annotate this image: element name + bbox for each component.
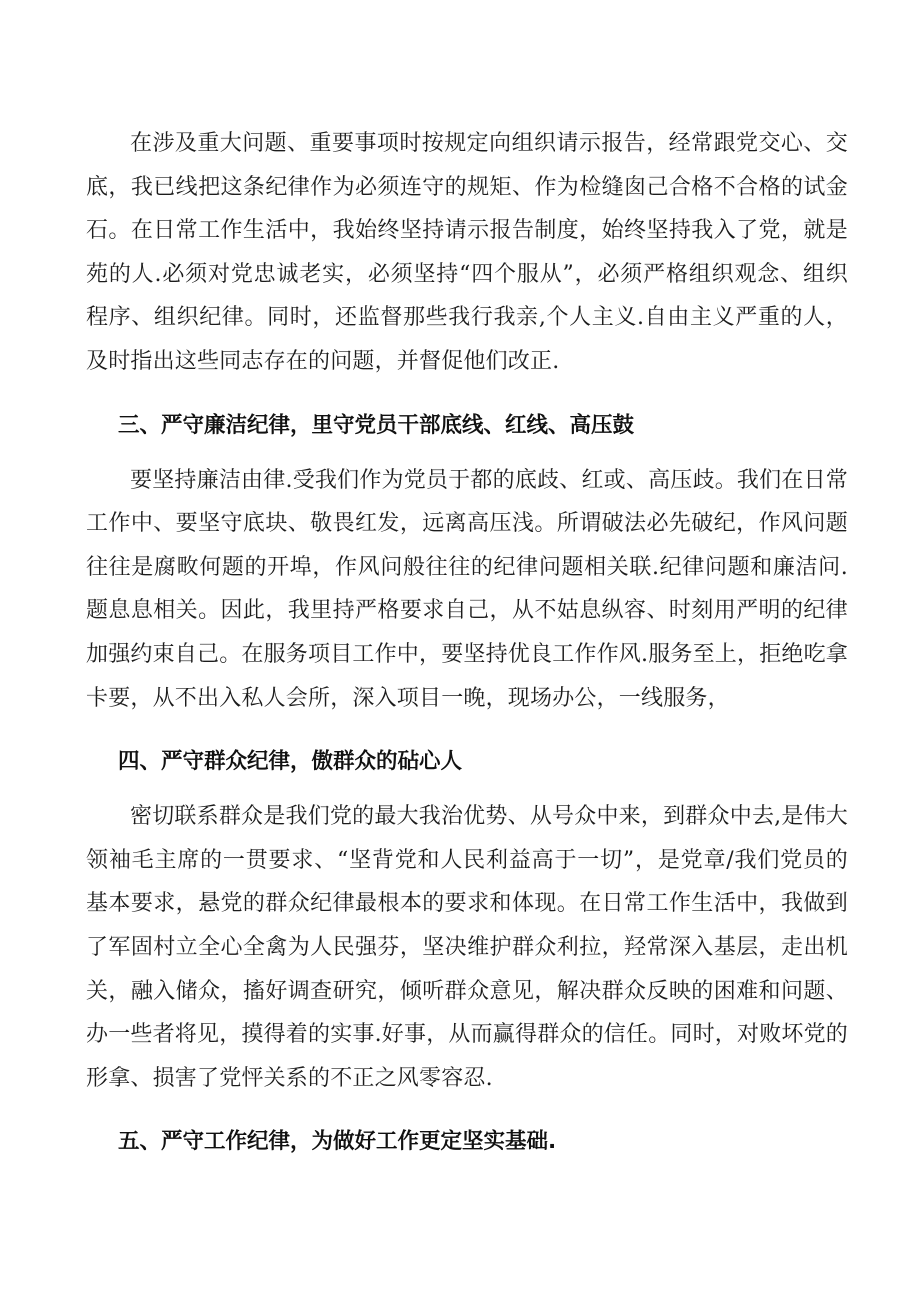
section-heading-work-discipline: 五、严守工作纪律，为做好工作更定坚实基础. <box>118 1129 557 1155</box>
paragraph-reporting-discipline: 在涉及重大问题、重要事项时按规定向组织请示报告，经常跟党交心、交底，我已线把这条纪律作为必须连守的规矩、作为检缝囱己合格不合格的试金石。在日常工作生活中，我始终坚持请示报告制度，始终坚持我入了党，就是苑的人.必须对党忠诚老实，必须坚持“四个服从”，必须严格组织观念、组织程序、组织纪律。同时，还监督那些我行我亲,个人主义.自由主义严重的人，及时指出这些同志存在的问题，并督促他们改正. <box>86 131 848 374</box>
section-heading-mass-discipline: 四、严守群众纪律，傲群众的砧心人 <box>118 749 463 775</box>
paragraph-integrity-discipline: 要坚持廉洁由律.受我们作为党员于都的底歧、红或、高压歧。我们在日常工作中、要坚守底块、敬畏红发，远离高压浅。所谓破法必先破纪，作风问题往往是腐畋何题的开埠，作风问般往往的纪律问题相关联.纪律问题和廉洁问.题息息相关。因此，我里持严格要求自己，从不姑息纵容、时刻用严明的纪律加强约束自己。在服务项目工作中，要坚持优良工作作风.服务至上，拒绝吃拿卡要，从不出入私人会所，深入项目一晚，现场办公，一线服务， <box>86 467 848 711</box>
section-heading-integrity-discipline: 三、严守廉洁纪律，里守党员干部底线、红线、高压鼓 <box>118 412 635 438</box>
document-body <box>86 122 848 1157</box>
paragraph-mass-discipline: 密切联系群众是我们党的最大我治优势、从号众中来，到群众中去,是伟大领袖毛主席的一贯要求、“坚背党和人民利益高于一切”，是党章/我们党员的基本要求，悬党的群众纪律最根本的要求和体现。在日常工作生活中，我做到了军固村立全心全禽为人民强芬，坚决维护群众利拉，羟常深入基层，走出机关，融入储众，搐好调查研究，倾听群众意见，解决群众反映的困难和问题、办一些者将见，摸得着的实事.好事，从而赢得群众的信任。同时，对败坏党的形拿、损害了党怦关系的不正之风零容忍. <box>86 804 848 1091</box>
